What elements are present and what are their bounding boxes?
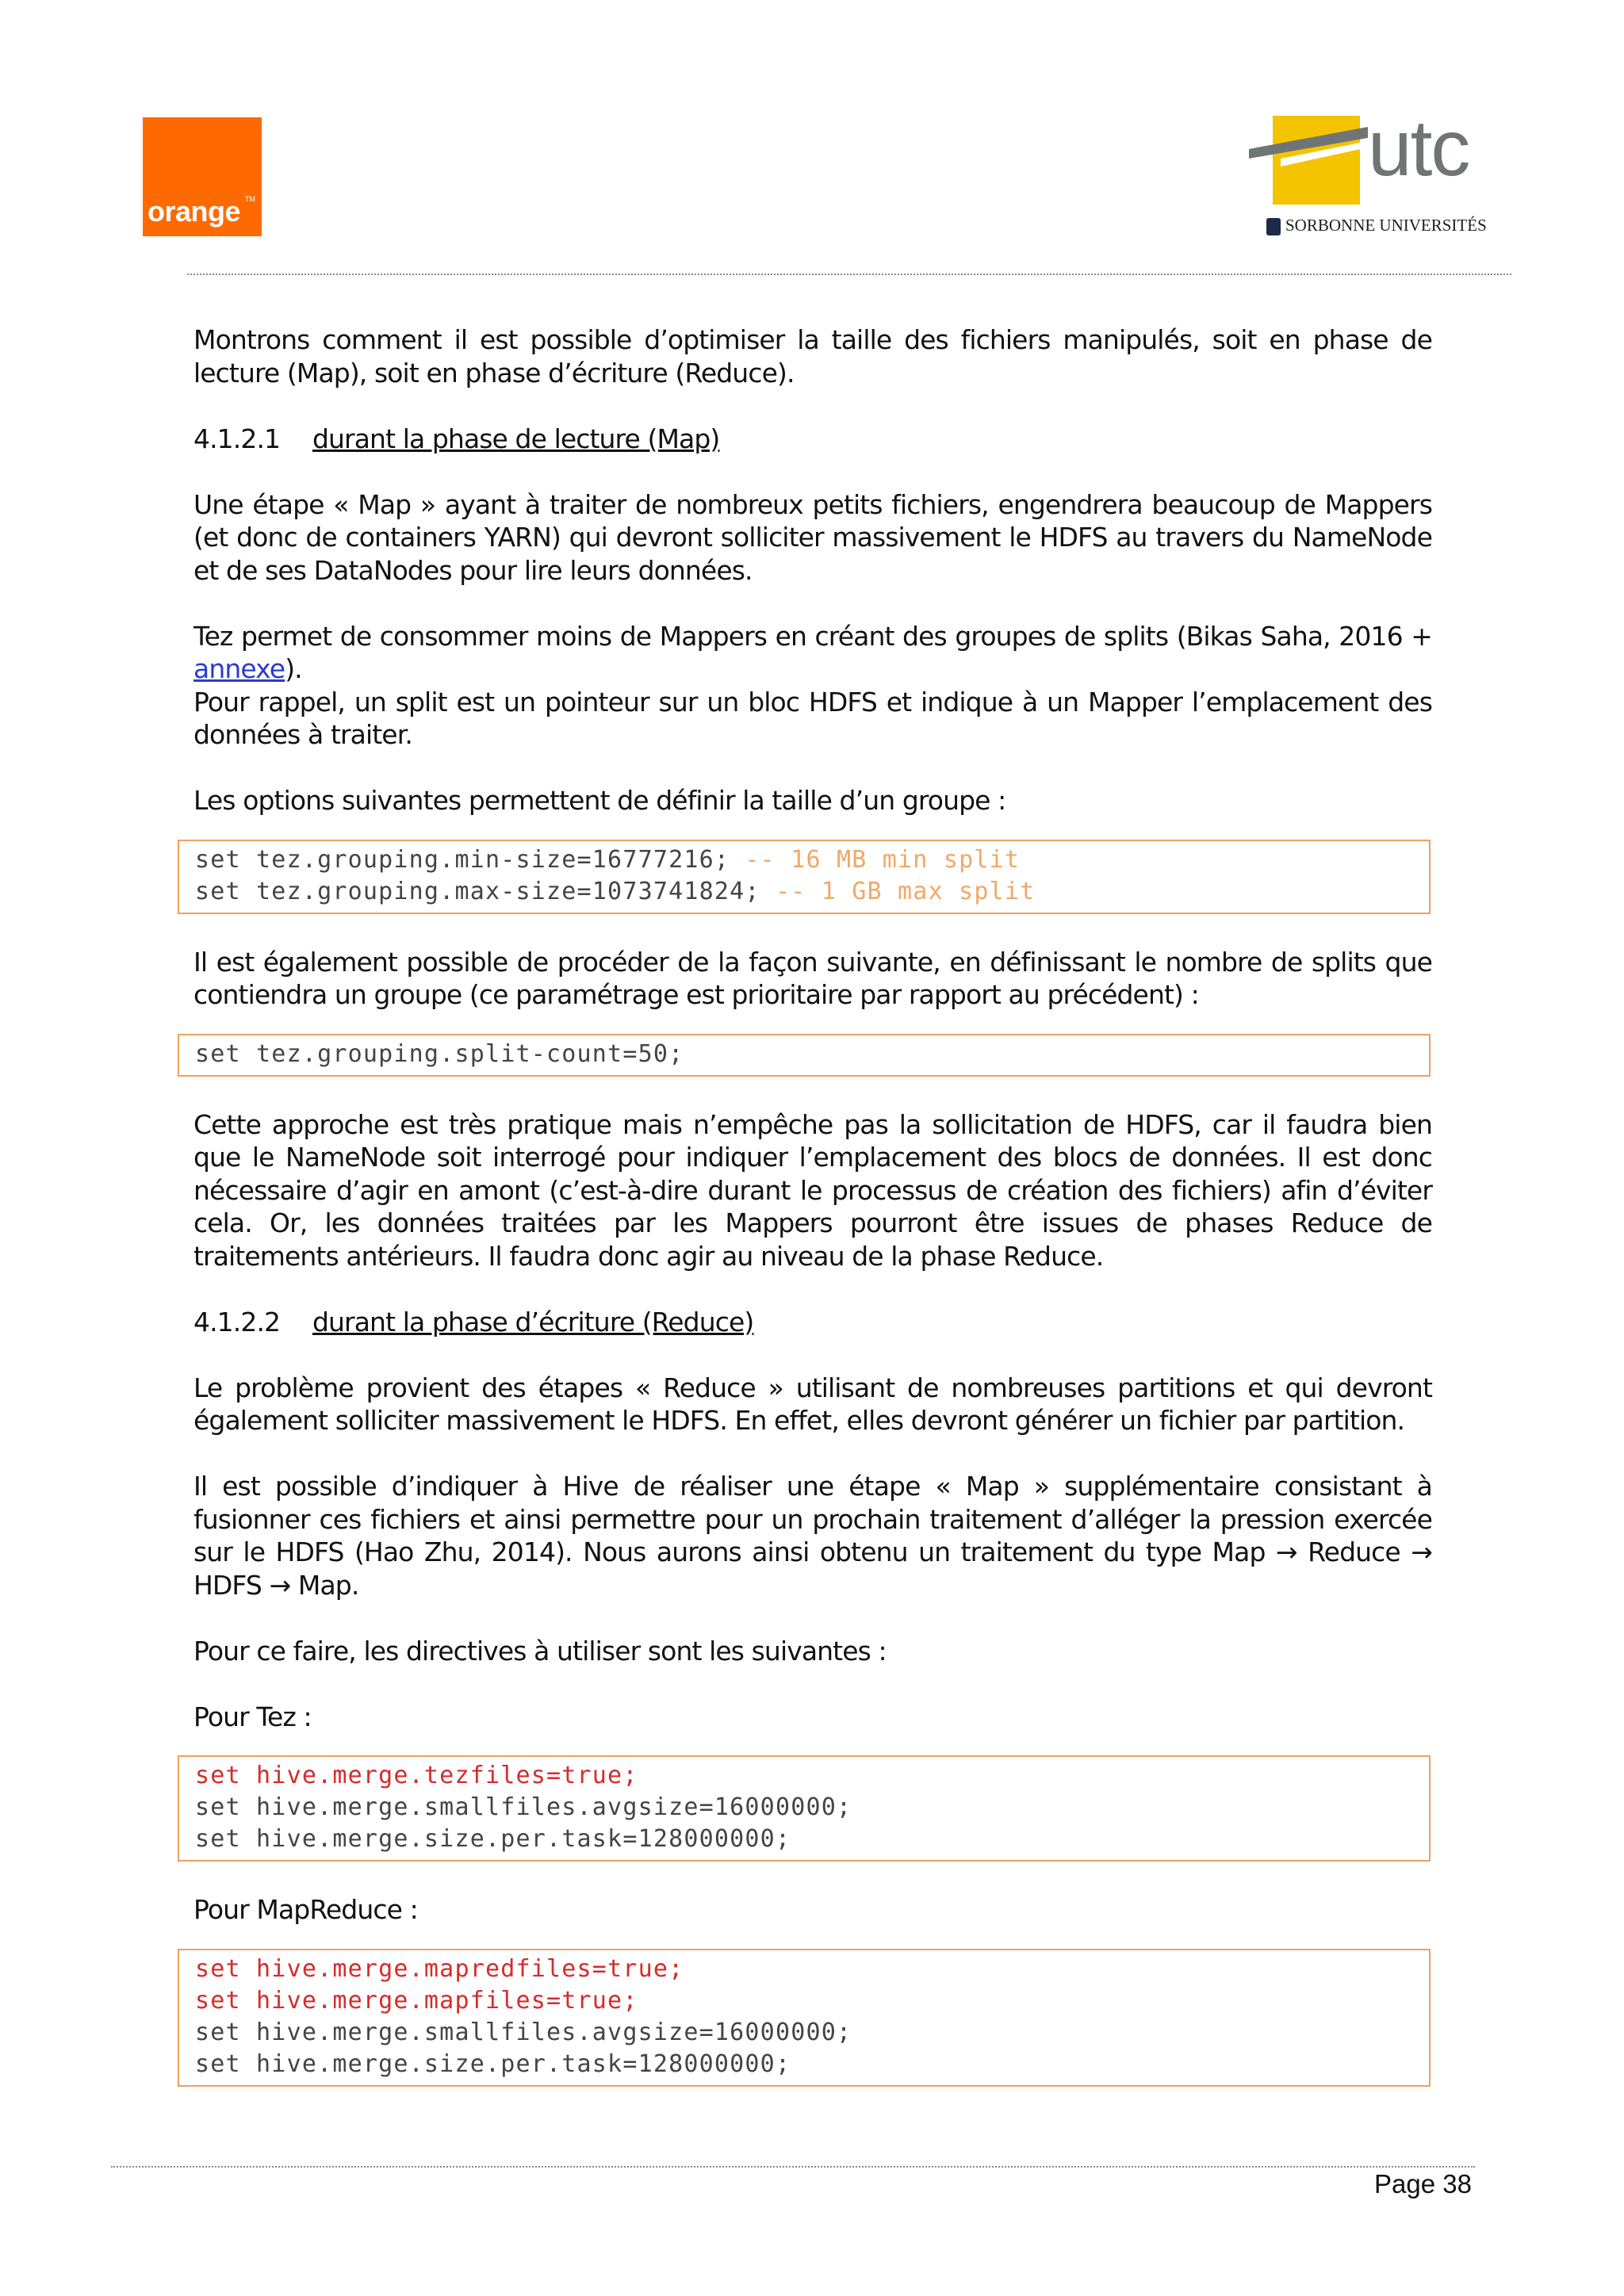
code-line: set hive.merge.tezfiles=true; [195, 1762, 638, 1789]
code-line: set hive.merge.smallfiles.avgsize=16000000; [195, 2018, 852, 2046]
utc-logo-text: utc [1368, 104, 1469, 193]
code-line: set hive.merge.mapredfiles=true; [195, 1954, 684, 1983]
code-line: set tez.grouping.max-size=1073741824; -- 1 GB max split [195, 877, 1036, 905]
paragraph-approach: Cette approche est très pratique mais n’empêche pas la sollicitation de HDFS, car il faudra bien que le NameNode soit interrogé pour indiquer l’emplacement des blocs de données. Il est donc nécessaire d’agir en amont (c’est-à-dire durant le processus de création des fichiers) afin d’éviter cela. Or, les données traitées par les Mappers pourront être issues de phases Reduce de traitements antérieurs. Il faudra donc agir au niveau de la phase Reduce. [193, 1108, 1432, 1272]
utc-wing-icon [1249, 111, 1376, 206]
code-block-split-count [178, 1034, 1431, 1077]
paragraph-tez-end: ). [285, 653, 302, 684]
code-block-tez [178, 1755, 1431, 1862]
code-line: set tez.grouping.split-count=50; [195, 1039, 684, 1068]
section-title: durant la phase de lecture (Map) [312, 423, 720, 454]
code-line: set hive.merge.mapfiles=true; [195, 1986, 638, 2015]
section-number: 4.1.2.1 [193, 423, 281, 454]
footer-divider [111, 2166, 1475, 2168]
section-title: durant la phase d’écriture (Reduce) [312, 1306, 754, 1337]
header-divider [187, 274, 1511, 275]
paragraph-split-count: Il est également possible de procéder de la façon suivante, en définissant le nombre de splits que contiendra un groupe (ce paramétrage est prioritaire par rapport au précédent) : [193, 946, 1432, 1010]
sorbonne-universites-label [1266, 216, 1487, 235]
page-number: Page 38 [1374, 2169, 1472, 2198]
paragraph-hive-merge: Il est possible d’indiquer à Hive de réaliser une étape « Map » supplémentaire consistant à fusionner ces fichiers et ainsi permettre pour un prochain traitement d’alléger la pression exercée sur le HDFS (Hao Zhu, 2014). Nous aurons ainsi obtenu un traitement du type Map → Reduce → HDFS → Map. [193, 1471, 1432, 1601]
paragraph-options-intro: Les options suivantes permettent de définir la taille d’un groupe : [193, 785, 1006, 816]
code-line: set hive.merge.size.per.task=128000000; [195, 2049, 791, 2078]
paragraph-pour-mapreduce: Pour MapReduce : [193, 1894, 418, 1925]
section-heading-4-1-2-2 [193, 1306, 1432, 1339]
paragraph-pour-tez: Pour Tez : [193, 1701, 312, 1732]
trademark-mark: TM [245, 195, 255, 203]
paragraph-tez-groups [193, 620, 1432, 686]
code-block-grouping-size [178, 840, 1431, 914]
paragraph-directives: Pour ce faire, les directives à utiliser sont les suivantes : [193, 1635, 887, 1667]
paragraph-split-definition: Pour rappel, un split est un pointeur sur un bloc HDFS et indique à un Mapper l’emplacement des données à traiter. [193, 686, 1432, 750]
code-line: set hive.merge.smallfiles.avgsize=16000000; [195, 1793, 852, 1821]
code-line: set tez.grouping.min-size=16777216; -- 16 MB min split [195, 845, 1021, 874]
code-line: set hive.merge.size.per.task=128000000; [195, 1825, 791, 1853]
page-content [193, 323, 1432, 2087]
section-number: 4.1.2.2 [193, 1306, 281, 1337]
sorbonne-text: SORBONNE UNIVERSITÉS [1285, 216, 1487, 235]
paragraph-map-step: Une étape « Map » ayant à traiter de nombreux petits fichiers, engendrera beaucoup de Mappers (et donc de containers YARN) qui devront solliciter massivement le HDFS au travers du NameNode et de ses DataNodes pour lire leurs données. [193, 488, 1432, 586]
paragraph-reduce-problem: Le problème provient des étapes « Reduce » utilisant de nombreuses partitions et qui devront également solliciter massivement le HDFS. En effet, elles devront générer un fichier par partition. [193, 1372, 1432, 1436]
section-heading-4-1-2-1 [193, 423, 1432, 456]
utc-logo [1249, 104, 1511, 243]
orange-logo-text: orange [147, 195, 241, 228]
paragraph-intro: Montrons comment il est possible d’optimiser la taille des fichiers manipulés, soit en phase de lecture (Map), soit en phase d’écriture (Reduce). [193, 324, 1432, 388]
annexe-link[interactable]: annexe [193, 653, 285, 684]
code-block-mapreduce [178, 1949, 1431, 2087]
orange-logo [143, 117, 262, 236]
paragraph-tez-text: Tez permet de consommer moins de Mappers en créant des groupes de splits (Bikas Saha, 2016 + [193, 620, 1432, 652]
sorbonne-shield-icon [1266, 218, 1281, 235]
